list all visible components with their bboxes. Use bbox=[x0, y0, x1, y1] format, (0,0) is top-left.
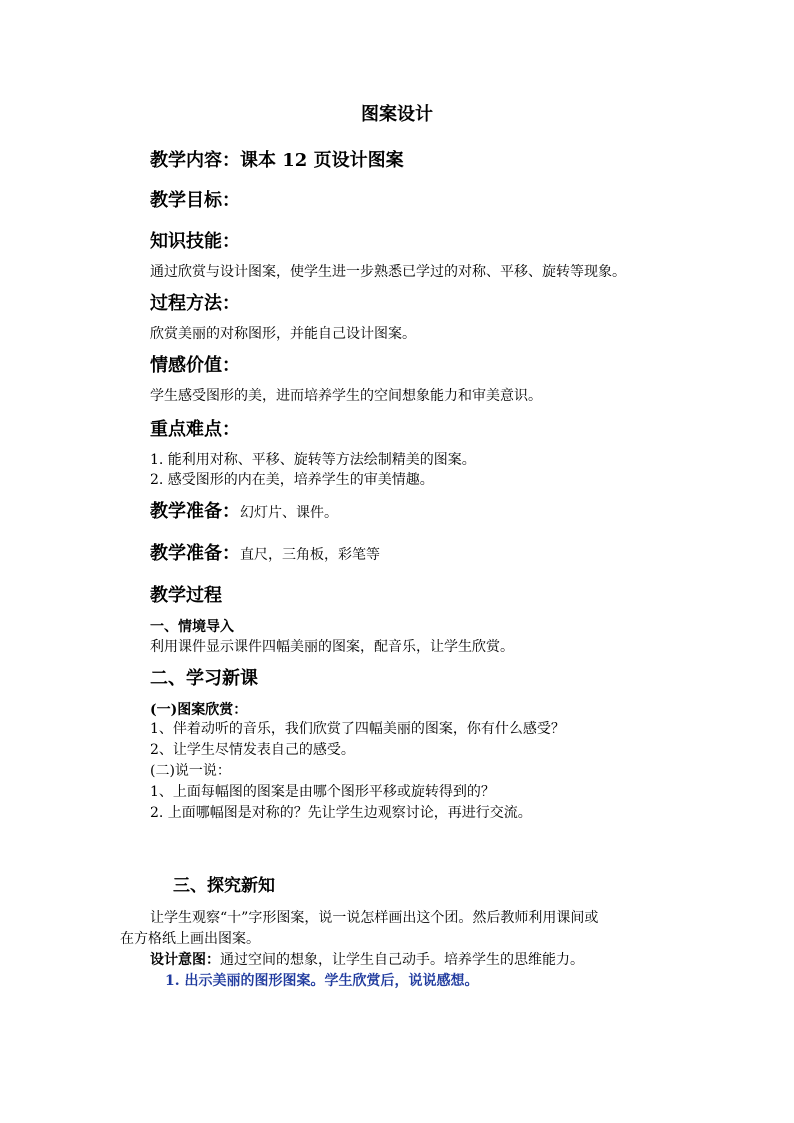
procedure-heading: 教学过程 bbox=[150, 585, 222, 606]
sub1-item: 1、伴着动听的音乐，我们欣赏了四幅美丽的图案，你有什么感受？ bbox=[150, 721, 565, 737]
emotion-text: 学生感受图形的美，进而培养学生的空间想象能力和审美意识。 bbox=[150, 388, 542, 404]
sub2-item: 1、上面每幅图的图案是由哪个图形平移或旋转得到的？ bbox=[150, 784, 495, 800]
prep-label: 教学准备： bbox=[150, 543, 240, 564]
emotion-heading: 情感价值： bbox=[150, 355, 240, 376]
teaching-prep-2 bbox=[150, 545, 380, 563]
teaching-prep-1 bbox=[150, 503, 338, 521]
section3-heading: 三、探究新知 bbox=[173, 876, 275, 896]
sub1-heading: (一)图案欣赏： bbox=[150, 702, 248, 718]
highlight-step: 1. 出示美丽的图形图案。学生欣赏后，说说感想。 bbox=[165, 973, 479, 989]
process-heading: 过程方法： bbox=[150, 293, 240, 314]
knowledge-text: 通过欣赏与设计图案，使学生进一步熟悉已学过的对称、平移、旋转等现象。 bbox=[150, 264, 626, 280]
process-text: 欣赏美丽的对称图形，并能自己设计图案。 bbox=[150, 326, 416, 342]
page-title: 图案设计 bbox=[361, 104, 433, 125]
section3-paragraph-line: 在方格纸上画出图案。 bbox=[120, 931, 260, 947]
teaching-content: 教学内容：课本 12 页设计图案 bbox=[150, 150, 404, 171]
prep-text: 幻灯片、课件。 bbox=[240, 505, 338, 521]
sub2-item: 2. 上面哪幅图是对称的？先让学生边观察讨论，再进行交流。 bbox=[150, 805, 532, 821]
knowledge-heading: 知识技能： bbox=[150, 231, 240, 252]
design-intent-text: 通过空间的想象，让学生自己动手。培养学生的思维能力。 bbox=[220, 952, 584, 968]
key-point-item: 1. 能利用对称、平移、旋转等方法绘制精美的图案。 bbox=[150, 452, 476, 468]
prep-label: 教学准备： bbox=[150, 501, 240, 522]
section3-paragraph-line: 让学生观察“十”字形图案，说一说怎样画出这个团。然后教师利用课间或 bbox=[150, 910, 599, 926]
teaching-goals-heading: 教学目标： bbox=[150, 190, 240, 211]
key-point-item: 2. 感受图形的内在美，培养学生的审美情趣。 bbox=[150, 472, 434, 488]
design-intent-label: 设计意图： bbox=[150, 952, 220, 968]
sub1-item: 2、让学生尽情发表自己的感受。 bbox=[150, 742, 355, 758]
prep-text: 直尺，三角板，彩笔等 bbox=[240, 547, 380, 563]
sub2-heading: (二)说一说： bbox=[150, 763, 231, 779]
key-points-heading: 重点难点： bbox=[150, 419, 240, 440]
section1-heading: 一、情境导入 bbox=[150, 619, 234, 635]
design-intent bbox=[150, 953, 584, 967]
section2-heading: 二、学习新课 bbox=[150, 668, 258, 689]
section1-text: 利用课件显示课件四幅美丽的图案，配音乐，让学生欣赏。 bbox=[150, 639, 514, 655]
